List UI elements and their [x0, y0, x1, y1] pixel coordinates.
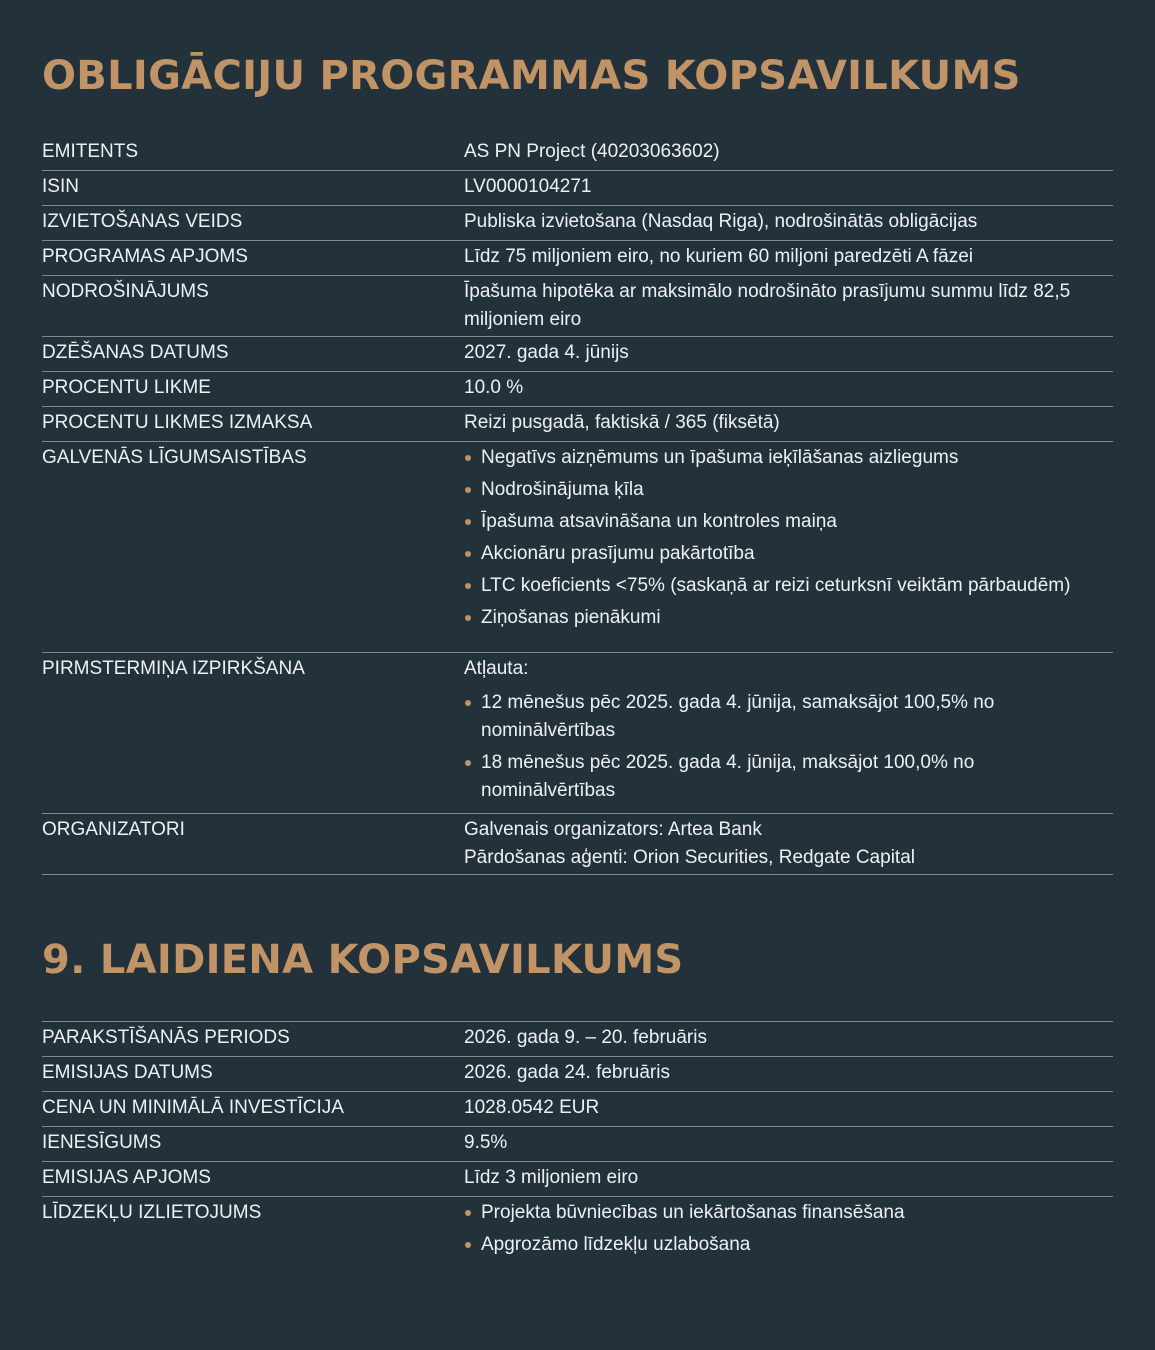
table-row: [42, 653, 1113, 814]
row-value: 2026. gada 24. februāris: [464, 1062, 670, 1083]
table-row: [42, 136, 1113, 171]
row-label: PROGRAMAS APJOMS: [42, 246, 248, 267]
row-label: PARAKSTĪŠANĀS PERIODS: [42, 1027, 290, 1048]
sales-agents: Pārdošanas aģenti: Orion Securities, Redgate Capital: [464, 847, 915, 868]
list-item: 18 mēnešus pēc 2025. gada 4. jūnija, maksājot 100,0% no nominālvērtības: [464, 749, 1113, 805]
list-item: LTC koeficients <75% (saskaņā ar reizi ceturksnī veiktām pārbaudēm): [464, 572, 1113, 600]
row-value: 2026. gada 9. – 20. februāris: [464, 1027, 707, 1048]
list-item: Ziņošanas pienākumi: [464, 604, 1113, 632]
list-item: Nodrošinājuma ķīla: [464, 476, 1113, 504]
row-value: AS PN Project (40203063602): [464, 141, 720, 162]
table-row: [42, 372, 1113, 407]
row-label: GALVENĀS LĪGUMSAISTĪBAS: [42, 447, 307, 468]
table-row: [42, 407, 1113, 442]
row-label: PROCENTU LIKME: [42, 377, 211, 398]
row-label: EMISIJAS APJOMS: [42, 1167, 211, 1188]
proceeds-list: [464, 1199, 1113, 1259]
row-label: EMISIJAS DATUMS: [42, 1062, 213, 1083]
row-value: 2027. gada 4. jūnijs: [464, 342, 629, 363]
row-label: DZĒŠANAS DATUMS: [42, 342, 229, 363]
row-value: Līdz 3 miljoniem eiro: [464, 1167, 639, 1188]
row-label: CENA UN MINIMĀLĀ INVESTĪCIJA: [42, 1097, 344, 1118]
row-label: ORGANIZATORI: [42, 819, 185, 840]
table-row: [42, 241, 1113, 276]
row-label: LĪDZEKĻU IZLIETOJUMS: [42, 1202, 262, 1223]
program-summary-title: OBLIGĀCIJU PROGRAMMAS KOPSAVILKUMS: [42, 53, 1021, 99]
table-row: [42, 206, 1113, 241]
redemption-list: [464, 689, 1113, 805]
table-row: [42, 171, 1113, 206]
table-row: [42, 1057, 1113, 1092]
list-item: Akcionāru prasījumu pakārtotība: [464, 540, 1113, 568]
row-value: Reizi pusgadā, faktiskā / 365 (fiksētā): [464, 412, 780, 433]
row-label: PIRMSTERMIŅA IZPIRKŠANA: [42, 658, 305, 679]
table-row: [42, 337, 1113, 372]
row-value: [464, 442, 1113, 652]
table-row: [42, 1127, 1113, 1162]
row-value: Īpašuma hipotēka ar maksimālo nodrošināto prasījumu summu līdz 82,5 miljoniem eiro: [464, 281, 1071, 330]
table-row: [42, 442, 1113, 653]
issue-summary-table: [42, 1021, 1113, 1267]
list-item: Projekta būvniecības un iekārtošanas finansēšana: [464, 1199, 1113, 1227]
issue-summary-title: 9. LAIDIENA KOPSAVILKUMS: [42, 937, 684, 983]
redemption-intro: Atļauta:: [464, 658, 529, 679]
lead-arranger: Galvenais organizators: Artea Bank: [464, 819, 762, 840]
row-value: 1028.0542 EUR: [464, 1097, 600, 1118]
row-label: NODROŠINĀJUMS: [42, 281, 209, 302]
table-row: [42, 1092, 1113, 1127]
row-value: [464, 1197, 1113, 1267]
table-row: [42, 1022, 1113, 1057]
list-item: 12 mēnešus pēc 2025. gada 4. jūnija, samaksājot 100,5% no nominālvērtības: [464, 689, 1113, 745]
row-value: [464, 653, 1113, 813]
row-value: 9.5%: [464, 1132, 508, 1153]
list-item: Īpašuma atsavināšana un kontroles maiņa: [464, 508, 1113, 536]
row-value: LV0000104271: [464, 176, 592, 197]
row-label: ISIN: [42, 176, 79, 197]
table-row: [42, 1162, 1113, 1197]
row-value: [464, 814, 1113, 874]
list-item: Negatīvs aizņēmums un īpašuma ieķīlāšanas aizliegums: [464, 444, 1113, 472]
row-label: IZVIETOŠANAS VEIDS: [42, 211, 243, 232]
table-row: [42, 276, 1113, 337]
list-item: Apgrozāmo līdzekļu uzlabošana: [464, 1231, 1113, 1259]
table-row: [42, 814, 1113, 875]
row-value: Līdz 75 miljoniem eiro, no kuriem 60 miljoni paredzēti A fāzei: [464, 246, 974, 267]
row-label: PROCENTU LIKMES IZMAKSA: [42, 412, 313, 433]
covenants-list: [464, 444, 1113, 632]
program-summary-table: [42, 136, 1113, 875]
row-value: 10.0 %: [464, 377, 524, 398]
row-label: IENESĪGUMS: [42, 1132, 162, 1153]
row-value: Publiska izvietošana (Nasdaq Riga), nodrošinātās obligācijas: [464, 211, 978, 232]
row-label: EMITENTS: [42, 141, 139, 162]
table-row: [42, 1197, 1113, 1267]
